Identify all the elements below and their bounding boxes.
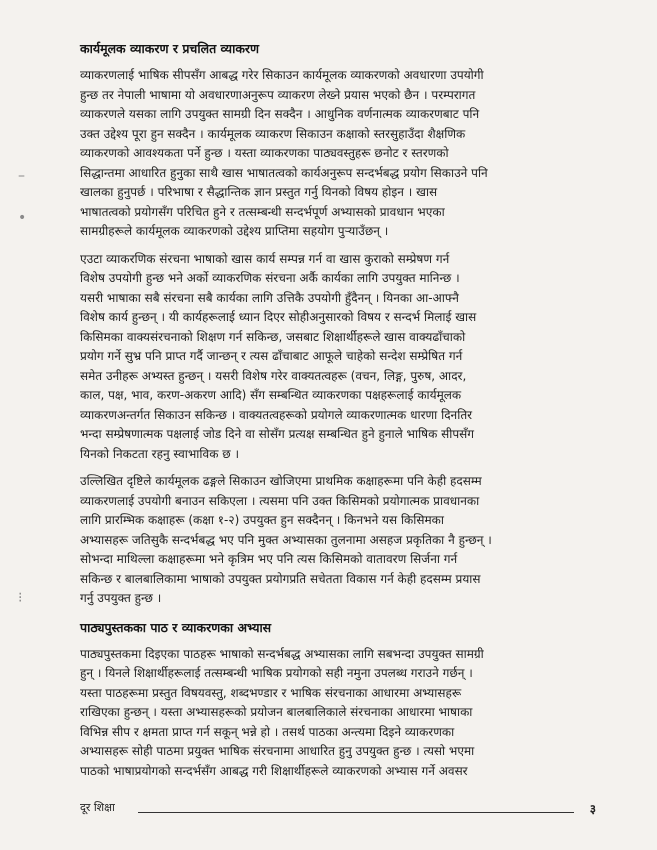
- paragraph-line: विशेष कार्य हुन्छन् । यी कार्यहरूलाई ध्यान दिएर सोहीअनुसारको विषय र सन्दर्भ मिलाई खास: [80, 310, 477, 324]
- paragraph: [80, 645, 596, 782]
- paragraph-line: पाठको भाषाप्रयोगको सन्दर्भसँग आबद्ध गरी शिक्षार्थीहरूले व्याकरणको अभ्यास गर्ने अवसर: [80, 763, 468, 778]
- paragraph-line: हुन् । यिनले शिक्षार्थीहरूलाई तत्सम्बन्धी भाषिक प्रयोगको सही नमुना उपलब्ध गराउने गर्छन् ।: [80, 666, 473, 680]
- paragraph-line: किसिमका वाक्यसंरचनाको शिक्षण गर्न सकिन्छ, जसबाट शिक्षार्थीहरूले खास वाक्यढाँचाको: [80, 329, 466, 344]
- paragraph-line: पाठ्यपुस्तकमा दिइएका पाठहरू भाषाको सन्दर्भबद्ध अभ्यासका लागि सबभन्दा उपयुक्त सामग्री: [80, 646, 484, 661]
- paragraph-line: उक्त उद्देश्य पूरा हुन सक्दैन । कार्यमूलक व्याकरण सिकाउन कक्षाको स्तरसुहाउँदा शैक्षणिक: [80, 126, 466, 141]
- footer-rule: [138, 812, 574, 813]
- paragraph-line: सिद्धान्तमा आधारित हुनुका साथै खास भाषातत्वको कार्यअनुरूप सन्दर्भबद्ध प्रयोग सिकाउने पनि: [80, 165, 488, 180]
- paragraph: [80, 472, 596, 609]
- paragraph-line: सकिन्छ र बालबालिकामा भाषाको उपयुक्त प्रयोगप्रति सचेतता विकास गर्न केही हदसम्म प्रयास: [80, 571, 481, 586]
- page-content: [80, 40, 596, 789]
- paragraph: [80, 66, 596, 242]
- paragraph-line: काल, पक्ष, भाव, करण-अकरण आदि) सँग सम्बन्धित व्याकरणका पक्षहरूलाई कार्यमूलक: [80, 388, 462, 402]
- paragraph-line: यस्ता पाठहरूमा प्रस्तुत विषयवस्तु, शब्दभण्डार र भाषिक संरचनाका आधारमा अभ्यासहरू: [80, 685, 462, 700]
- paragraph-line: विभिन्न सीप र क्षमता प्राप्त गर्न सकून् भन्ने हो । तसर्थ पाठका अन्त्यमा दिइने व्याकरणका: [80, 724, 455, 739]
- paragraph-line: हुन्छ तर नेपाली भाषामा यो अवधारणाअनुरूप व्याकरण लेख्ने प्रयास भएको छैन । परम्परागत: [80, 87, 476, 102]
- paragraph-line: विशेष उपयोगी हुन्छ भने अर्को व्याकरणिक संरचना अर्कै कार्यका लागि उपयुक्त मानिन्छ ।: [80, 271, 460, 285]
- paragraph-line: यसरी भाषाका सबै संरचना सबै कार्यका लागि उत्तिकै उपयोगी हुँदैनन् । यिनका आ-आफ्नै: [80, 290, 459, 305]
- paragraph-line: व्याकरणको आवश्यकता पर्ने हुन्छ । यस्ता व्याकरणका पाठ्यवस्तुहरू छनोट र स्तरणको: [80, 146, 449, 160]
- section-heading-functional-grammar: कार्यमूलक व्याकरण र प्रचलित व्याकरण: [80, 41, 260, 56]
- section-body-functional-grammar: [80, 66, 596, 609]
- section-heading-textbook-lessons: पाठ्यपुस्तकका पाठ र व्याकरणका अभ्यास: [80, 619, 272, 635]
- binding-mark: –: [18, 168, 25, 184]
- paragraph-line: सामग्रीहरूले कार्यमूलक व्याकरणको उद्देश्य प्राप्तिमा सहयोग पुऱ्याउँछन् ।: [80, 224, 389, 238]
- paragraph-line: सोभन्दा माथिल्ला कक्षाहरूमा भने कृत्रिम भए पनि त्यस किसिमको वातावरण सिर्जना गर्न: [80, 552, 458, 566]
- paragraph-line: राखिएका हुन्छन् । यस्ता अभ्यासहरूको प्रयोजन बालबालिकाले संरचनाका आधारमा भाषाका: [80, 705, 473, 719]
- page-footer: [80, 800, 596, 820]
- paragraph-line: अभ्यासहरू जतिसुकै सन्दर्भबद्ध भए पनि मुक्त अभ्यासका तुलनामा असहज प्रकृतिका नै हुन्छन् ।: [80, 532, 492, 547]
- paragraph-line: भाषातत्वको प्रयोगसँग परिचित हुने र तत्सम्बन्धी सन्दर्भपूर्ण अभ्यासको प्रावधान भएका: [80, 204, 445, 219]
- paragraph-line: गर्नु उपयुक्त हुन्छ ।: [80, 591, 162, 605]
- paragraph-line: प्रयोग गर्ने सुभ्र पनि प्राप्त गर्दै जान्छन् र त्यस ढाँचाबाट आफूले चाहेको सन्देश सम्प्रेषित गर्न: [80, 349, 463, 363]
- paragraph-line: भन्दा सम्प्रेषणात्मक पक्षलाई जोड दिने वा सोसँग प्रत्यक्ष सम्बन्धित हुने हुनाले भाषिक सीपसँग: [80, 427, 475, 441]
- paragraph-line: व्याकरणले यसका लागि उपयुक्त सामग्री दिन सक्दैन । आधुनिक वर्णनात्मक व्याकरणबाट पनि: [80, 107, 480, 121]
- binding-mark: ⁝: [18, 590, 23, 606]
- paragraph-line: एउटा व्याकरणिक संरचना भाषाको खास कार्य सम्पन्न गर्न वा खास कुराको सम्प्रेषण गर्न: [80, 251, 450, 266]
- paragraph-line: व्याकरणअन्तर्गत सिकाउन सकिन्छ । वाक्यतत्वहरूको प्रयोगले व्याकरणात्मक धारणा दिनतिर: [80, 407, 473, 422]
- paragraph-line: उल्लिखित दृष्टिले कार्यमूलक ढङ्गले सिकाउन खोजिएमा प्राथमिक कक्षाहरूमा पनि केही हदसम्म: [80, 474, 482, 488]
- page-number: ३: [589, 802, 596, 816]
- footer-label: दूर शिक्षा: [80, 801, 115, 814]
- paragraph-line: समेत उनीहरू अभ्यस्त हुन्छन् । यसरी विशेष गरेर वाक्यतत्वहरू (वचन, लिङ्ग, पुरुष, आदर,: [80, 368, 467, 383]
- paragraph-line: खालका हुनुपर्छ । परिभाषा र सैद्धान्तिक ज्ञान प्रस्तुत गर्नु यिनको विषय होइन । खास: [80, 185, 438, 199]
- paragraph-line: अभ्यासहरू सोही पाठमा प्रयुक्त भाषिक संरचनामा आधारित हुनु उपयुक्त हुन्छ । त्यसो भएमा: [80, 744, 475, 758]
- paragraph-line: यिनको निकटता रहनु स्वाभाविक छ ।: [80, 446, 239, 461]
- paragraph-line: लागि प्रारम्भिक कक्षाहरू (कक्षा १-२) उपयुक्त हुन सक्दैनन् । किनभने यस किसिमका: [80, 513, 444, 527]
- section-body-textbook-lessons: [80, 645, 596, 782]
- paragraph: [80, 250, 596, 465]
- paragraph-line: व्याकरणलाई भाषिक सीपसँग आबद्ध गरेर सिकाउन कार्यमूलक व्याकरणको अवधारणा उपयोगी: [80, 68, 484, 82]
- binding-mark: •: [18, 210, 27, 226]
- paragraph-line: व्याकरणलाई उपयोगी बनाउन सकिएला । त्यसमा पनि उक्त किसिमको प्रयोगात्मक प्रावधानका: [80, 493, 480, 508]
